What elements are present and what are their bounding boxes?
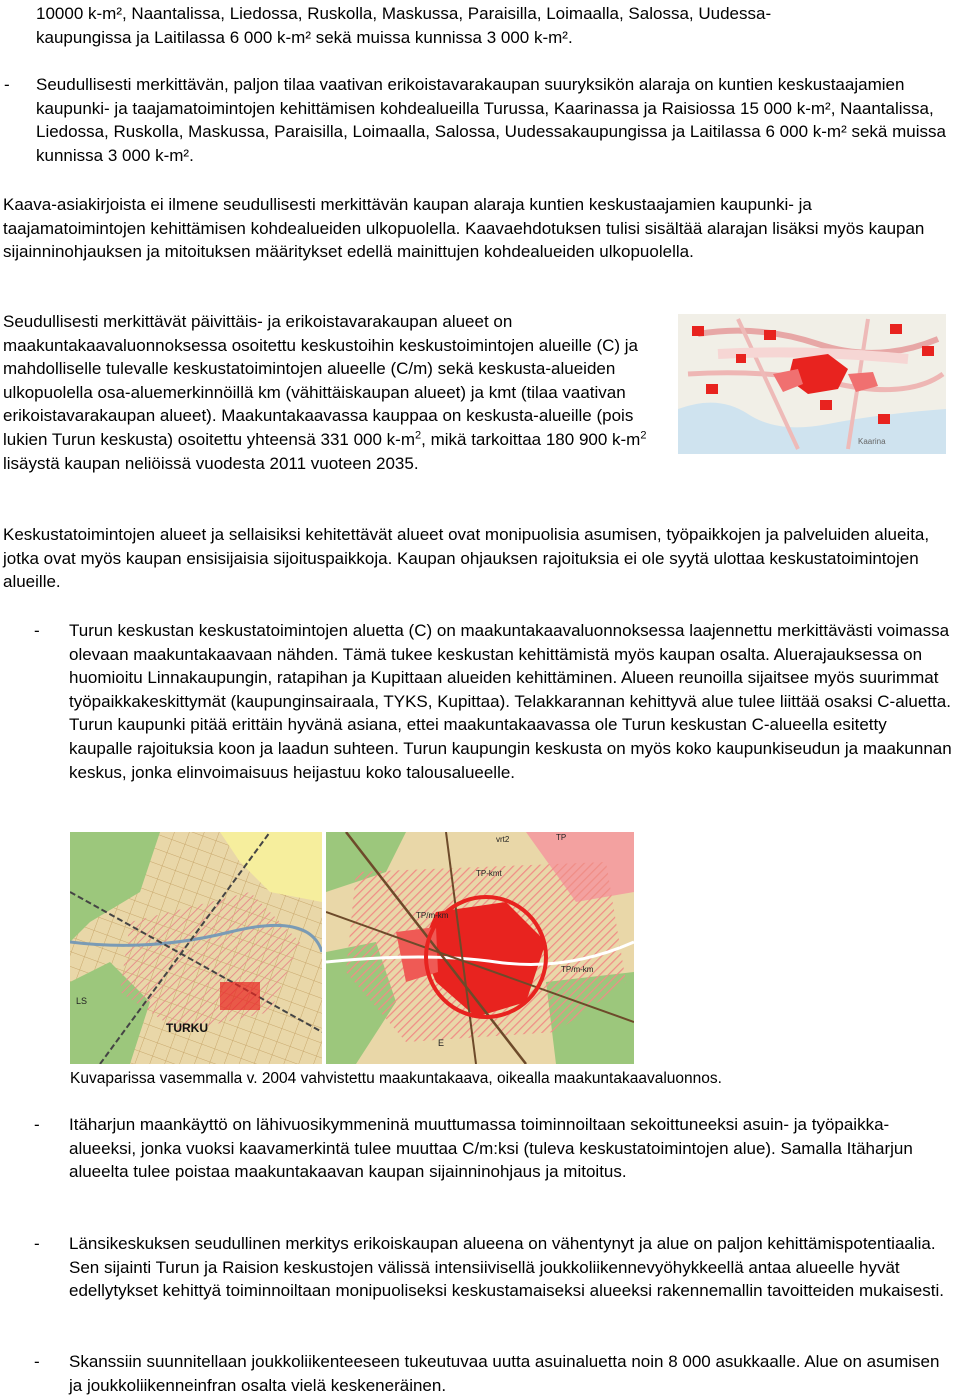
paragraph-text: Keskustatoimintojen alueet ja sellaisiksi kehitettävät alueet ovat monipuolisia asumisen, työpaikkojen ja palveluiden alueita, jotka ovat myös kaupan ensisijaisia sijoituspaikkoja. Kaupan ohjauksen rajoituksia ei ole syytä ulottaa keskustatoimintojen alueille. xyxy=(3,525,930,592)
bullet-dash: - xyxy=(4,75,10,94)
bullet-alaraja xyxy=(4,73,952,167)
text-part-1: Seudullisesti merkittävät päivittäis- ja erikoistavarakaupan alueet on maakuntakaavaluonnoksessa osoitettu keskustoihin keskustoimintojen alueille (C) ja mahdolliselle tulevalle keskustatoimintojen alueelle (C/m) sekä keskusta-alueiden ulkopuolella osa-aluemerkinnöillä km (vähittäiskaupan alueet) ja kmt (tilaa vaativan erikoistavarakaupan alueet). Maakuntakaavassa kauppaa on keskusta-alueille (pois lukien Turun keskusta) osoitettu yhteensä 331 000 k-m xyxy=(3,312,639,449)
paragraph-text xyxy=(3,310,665,475)
bullet-skanssi xyxy=(34,1350,952,1397)
caption-text: Kuvaparissa vasemmalla v. 2004 vahvistettu maakuntakaava, oikealla maakuntakaavaluonnos. xyxy=(70,1070,722,1087)
region-map-image xyxy=(678,314,946,454)
bullet-text: Skanssiin suunnitellaan joukkoliikenteeseen tukeutuvaa uutta asuinaluetta noin 8 000 asukkaalle. Alue on asumisen ja joukkoliikenneinfran osalta vielä keskeneräinen. xyxy=(69,1352,940,1395)
bullet-dash: - xyxy=(34,621,40,640)
map-label-tp-m-km: TP/m-km xyxy=(416,911,449,920)
map-label-tp: TP xyxy=(556,833,567,842)
map-2004-maakuntakaava xyxy=(70,832,322,1064)
map-maakuntakaavaluonnos xyxy=(326,832,634,1064)
bullet-dash: - xyxy=(34,1115,40,1134)
map-label-tp-m-km-2: TP/m-km xyxy=(561,965,594,974)
bullet-text: Itäharjun maankäyttö on lähivuosikymmeninä muuttumassa toiminnoiltaan sekoittuneeksi asuin- ja työpaikka-alueeksi, jonka vuoksi kaavamerkintä tulee muuttaa C/m:ksi (tuleva keskustatoimintojen alue). Samalla Itäharjun alueelta tulee poistaa maakuntakaavan kaupan sijainninohjaus ja mitoitus. xyxy=(69,1115,913,1182)
continuation-line-1: 10000 k-m², Naantalissa, Liedossa, Ruskolla, Maskussa, Paraisilla, Loimaalla, Salossa, Uudessa- xyxy=(36,4,772,23)
bullet-itaharju xyxy=(34,1113,952,1184)
bullet-turun-keskusta xyxy=(34,619,952,784)
map-label-turku: TURKU xyxy=(166,1021,208,1035)
bullet-lansikeskus xyxy=(34,1232,952,1303)
map-label-vrt2: vrt2 xyxy=(496,835,510,844)
continuation-text xyxy=(36,2,952,49)
map-label-tp-kmt: TP-kmt xyxy=(476,869,502,878)
superscript: 2 xyxy=(415,429,422,442)
bullet-dash: - xyxy=(34,1352,40,1371)
paragraph-kaava-asiakirjat xyxy=(3,193,955,264)
bullet-text: Länsikeskuksen seudullinen merkitys erikoiskaupan alueena on vähentynyt ja alue on paljon kehittämispotentiaalia. Sen sijainti Turun ja Raision keskustojen välissä intensiivisellä joukkoliikennevyöhykkeellä antaa alueelle hyvät edellytykset kehittyä toiminnoiltaan monipuoliseksi keskustamaiseksi alueeksi rakennemallin tavoitteiden mukaisesti. xyxy=(69,1234,944,1301)
bullet-dash: - xyxy=(34,1234,40,1253)
continuation-line-2: kaupungissa ja Laitilassa 6 000 k-m² sekä muissa kunnissa 3 000 k-m². xyxy=(36,27,573,47)
bullet-text: Seudullisesti merkittävän, paljon tilaa vaativan erikoistavarakaupan suuryksikön alaraja on kuntien keskustaajamien kaupunki- ja taajamatoimintojen kehittämisen kohdealueilla Turussa, Kaarinassa ja Raisiossa 15 000 k-m², Naantalissa, Liedossa, Ruskolla, Maskussa, Paraisilla, Loimaalla, Salossa, Uudessakaupungissa ja Laitilassa 6 000 k-m² sekä muissa kunnissa 3 000 k-m². xyxy=(36,75,946,165)
figure-caption xyxy=(70,1067,950,1091)
bullet-text: Turun keskustan keskustatoimintojen aluetta (C) on maakuntakaavaluonnoksessa laajennettu merkittävästi voimassa olevaan maakuntakaavaan nähden. Tämä tukee keskustan kehittämistä myös kaupan osalta. Aluerajauksessa on huomioitu Linnakaupungin, ratapihan ja Kupittaan alueiden kehittäminen. Alueen reunoilla sijaitsee myös suurimmat työpaikkakeskittymät (kaupunginsairaala, TYKS, Kupittaa). Telakkarannan kehittyvä alue tulee liittää osaksi C-aluetta. Turun kaupunki pitää erittäin hyvänä asiana, ettei maakuntakaavassa ole Turun keskustan C-alueella esitetty kaupalle rajoituksia koon ja laadun suhteen. Turun kaupungin keskusta on myös koko kaupunkiseudun ja maakunnan keskus, jonka elinvoimaisuus heijastuu koko talousalueelle. xyxy=(69,621,952,782)
paragraph-seudulliset-alueet xyxy=(3,310,665,475)
map-label-kaarina: Kaarina xyxy=(858,437,886,446)
superscript: 2 xyxy=(640,429,647,442)
map-label-e: E xyxy=(438,1038,445,1048)
paragraph-keskustatoiminnot xyxy=(3,523,955,594)
paragraph-text: Kaava-asiakirjoista ei ilmene seudullisesti merkittävän kaupan alaraja kuntien keskustaajamien kaupunki- ja taajamatoimintojen kehittämisen kohdealueiden ulkopuolella. Kaavaehdotuksen tulisi sisältää alarajan lisäksi myös kaupan sijainninohjauksen ja mitoituksen määritykset edellä mainittujen kohdealueiden ulkopuolella. xyxy=(3,195,925,262)
text-part-3: lisäystä kaupan neliöissä vuodesta 2011 vuoteen 2035. xyxy=(3,453,419,473)
text-part-2: , mikä tarkoittaa 180 900 k-m xyxy=(421,429,641,449)
map-label-ls: LS xyxy=(76,996,88,1006)
